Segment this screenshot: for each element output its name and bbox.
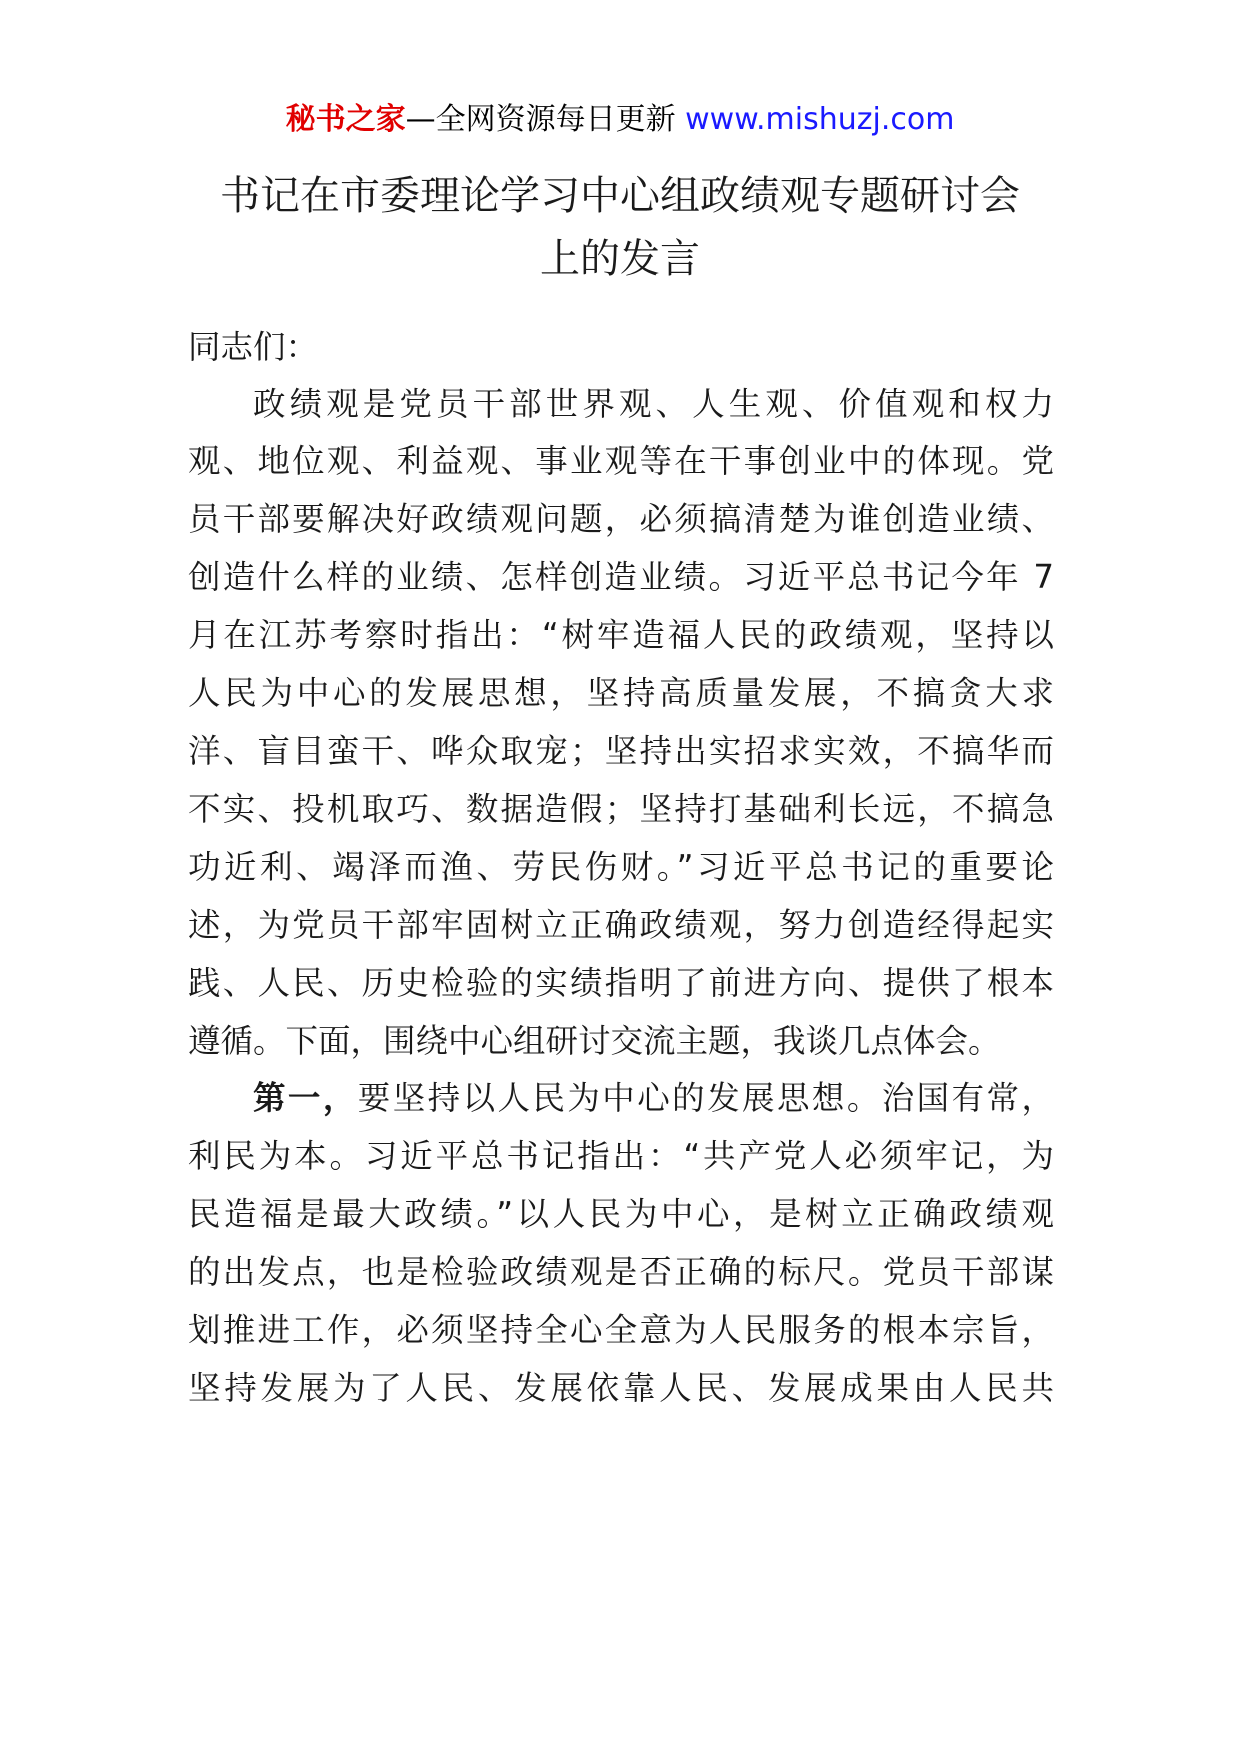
paragraph-line: 创造什么样的业绩、怎样创造业绩。习近平总书记今年 7 [188,558,1054,596]
section-lead: 第一， [253,1079,358,1117]
paragraph-line: 的出发点，也是检验政绩观是否正确的标尺。党员干部谋 [188,1253,1054,1291]
watermark-header [0,98,1240,142]
document-title-line-2: 上的发言 [540,236,700,282]
paragraph-line: 人民为中心的发展思想，坚持高质量发展，不搞贪大求 [188,674,1054,712]
paragraph-line: 洋、盲目蛮干、哗众取宠；坚持出实招求实效，不搞华而 [188,732,1054,770]
paragraph-line: 政绩观是党员干部世界观、人生观、价值观和权力 [253,385,1054,423]
brand-name: 秘书之家 [285,102,406,137]
greeting: 同志们： [188,328,319,366]
paragraph-line: 观、地位观、利益观、事业观等在干事创业中的体现。党 [188,442,1054,480]
paragraph-line: 坚持发展为了人民、发展依靠人民、发展成果由人民共 [188,1369,1054,1407]
paragraph-line: 员干部要解决好政绩观问题，必须搞清楚为谁创造业绩、 [188,500,1054,538]
paragraph-line: 遵循。下面，围绕中心组研讨交流主题，我谈几点体会。 [188,1022,1001,1060]
paragraph-line: 利民为本。习近平总书记指出：“共产党人必须牢记，为 [188,1137,1054,1175]
paragraph-line: 民造福是最大政绩。”以人民为中心，是树立正确政绩观 [188,1195,1054,1233]
paragraph-line: 不实、投机取巧、数据造假；坚持打基础利长远，不搞急 [188,790,1054,828]
paragraph-line: 践、人民、历史检验的实绩指明了前进方向、提供了根本 [188,964,1054,1002]
paragraph-line: 述，为党员干部牢固树立正确政绩观，努力创造经得起实 [188,906,1054,944]
document-title-line-1: 书记在市委理论学习中心组政绩观专题研讨会 [220,173,1020,219]
header-url[interactable]: www.mishuzj.com [685,102,955,137]
header-slogan: —全网资源每日更新 [405,102,676,137]
paragraph-line: 划推进工作，必须坚持全心全意为人民服务的根本宗旨， [188,1311,1054,1349]
paragraph-line [253,1078,1054,1118]
paragraph-line: 功近利、竭泽而渔、劳民伤财。”习近平总书记的重要论 [188,848,1054,886]
paragraph-line: 月在江苏考察时指出：“树牢造福人民的政绩观，坚持以 [188,616,1054,654]
section-heading-text: 要坚持以人民为中心的发展思想。治国有常， [357,1079,1054,1117]
